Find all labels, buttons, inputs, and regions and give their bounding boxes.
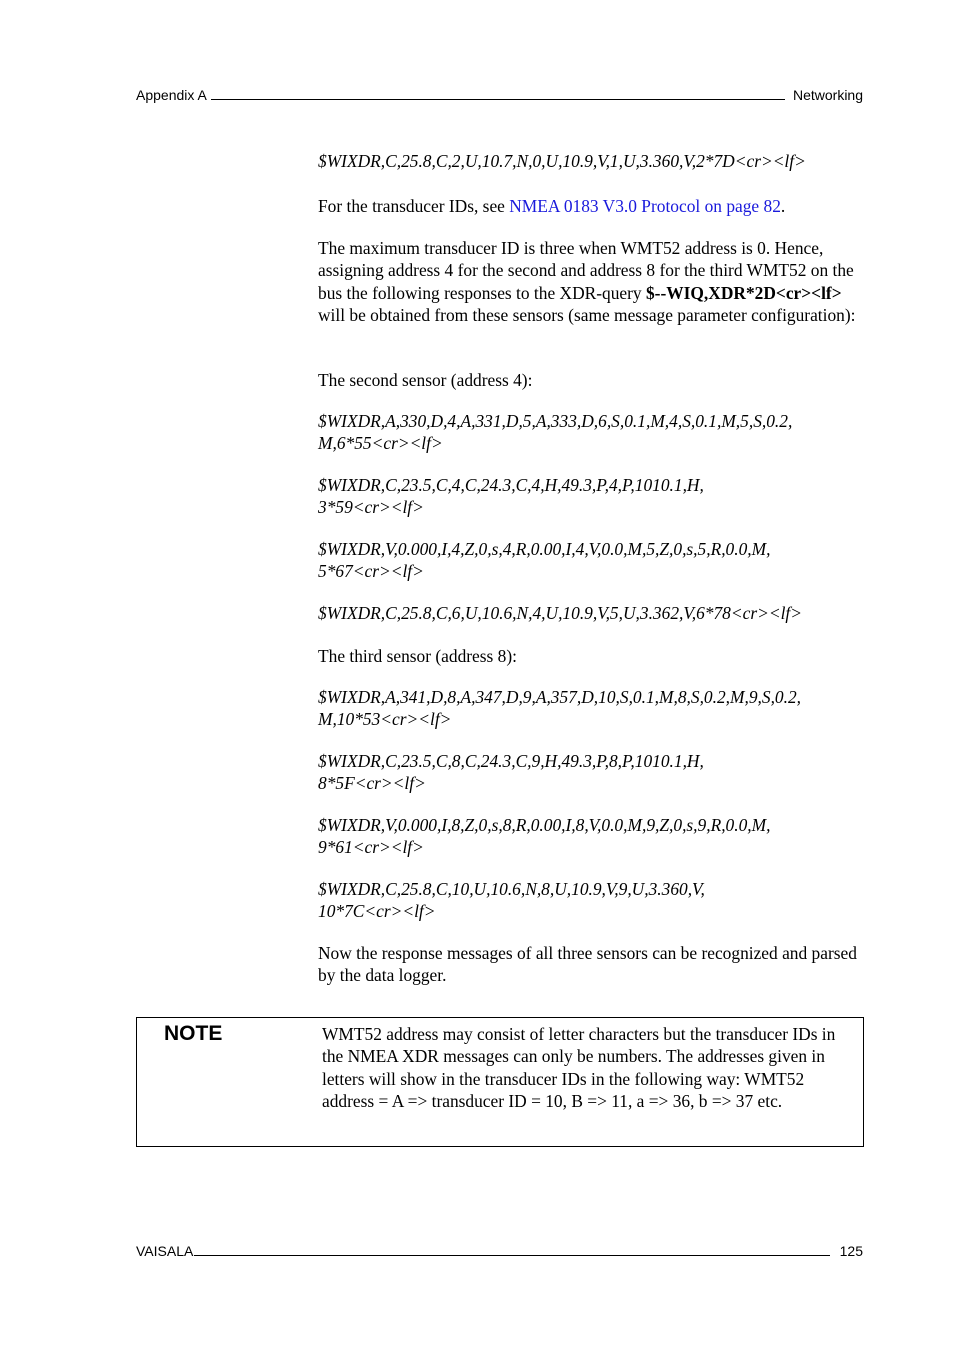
second-sensor-msg-3 (318, 538, 770, 583)
page-header (136, 87, 863, 107)
second-sensor-msg-2 (318, 474, 704, 519)
p2-end: . (780, 196, 786, 216)
conclusion-paragraph: Now the response messages of all three sensors can be recognized and parsed by the data logger. (318, 943, 857, 986)
msg-line: 5*67<cr><lf> (318, 561, 424, 582)
third-sensor-msg-4 (318, 878, 705, 923)
second-sensor-msg-1 (318, 410, 792, 455)
msg-line: 10*7C<cr><lf> (318, 901, 436, 922)
header-chapter: Networking (792, 87, 863, 103)
page-footer (136, 1243, 863, 1263)
footer-company: VAISALA (136, 1243, 194, 1259)
third-sensor-heading: The third sensor (address 8): (318, 646, 517, 666)
footer-rule (194, 1243, 829, 1256)
note-label: NOTE (164, 1022, 223, 1045)
nmea-protocol-link[interactable]: NMEA 0183 V3.0 Protocol on page 82 (509, 196, 781, 216)
msg-line: 9*61<cr><lf> (318, 837, 424, 858)
msg-line: 3*59<cr><lf> (318, 497, 424, 518)
transducer-ids-paragraph (318, 195, 785, 217)
p3-text-a: The maximum transducer ID is three when WMT52 address is 0. Hence, assigning address 4 for the second and address 8 for the third WMT52 on the bus the following responses to the XDR-query (318, 238, 854, 303)
second-sensor-msg-4: $WIXDR,C,25.8,C,6,U,10.6,N,4,U,10.9,V,5,U,3.362,V,6*78<cr><lf> (318, 603, 802, 623)
msg-line: $WIXDR,A,330,D,4,A,331,D,5,A,333,D,6,S,0.1,M,4,S,0.1,M,5,S,0.2, (318, 411, 793, 431)
msg-line: $WIXDR,C,23.5,C,4,C,24.3,C,4,H,49.3,P,4,P,1010.1,H, (318, 475, 704, 495)
third-sensor-msg-2 (318, 750, 704, 795)
header-rule (211, 87, 785, 100)
msg-line: $WIXDR,V,0.000,I,8,Z,0,s,8,R,0.00,I,8,V,0.0,M,9,Z,0,s,9,R,0.0,M, (318, 815, 771, 835)
page-number: 125 (839, 1243, 863, 1259)
note-box (136, 1017, 864, 1147)
header-section: Appendix A (136, 87, 207, 103)
msg-line: M,10*53<cr><lf> (318, 709, 452, 730)
third-sensor-msg-3 (318, 814, 770, 859)
xdr-example-address-0: $WIXDR,C,25.8,C,2,U,10.7,N,0,U,10.9,V,1,U,3.360,V,2*7D<cr><lf> (318, 151, 806, 171)
second-sensor-heading: The second sensor (address 4): (318, 370, 533, 390)
third-sensor-msg-1 (318, 686, 801, 731)
xdr-query-command: $--WIQ,XDR*2D<cr><lf> (645, 282, 842, 303)
msg-line: $WIXDR,C,25.8,C,10,U,10.6,N,8,U,10.9,V,9,U,3.360,V, (318, 879, 705, 899)
msg-line: 8*5F<cr><lf> (318, 773, 426, 794)
note-text: WMT52 address may consist of letter characters but the transducer IDs in the NMEA XDR messages can only be numbers. The addresses given in letters will show in the transducer IDs in the following way: WMT52 address = A => transducer ID = 10, B => 11, a => 36, b => 37 etc. (322, 1024, 836, 1112)
msg-line: M,6*55<cr><lf> (318, 433, 443, 454)
msg-line: $WIXDR,V,0.000,I,4,Z,0,s,4,R,0.00,I,4,V,0.0,M,5,Z,0,s,5,R,0.0,M, (318, 539, 771, 559)
p3-text-b: will be obtained from these sensors (same message parameter configuration): (318, 305, 856, 326)
p2-text: For the transducer IDs, see (318, 196, 510, 216)
max-transducer-paragraph (318, 237, 863, 327)
msg-line: $WIXDR,A,341,D,8,A,347,D,9,A,357,D,10,S,0.1,M,8,S,0.2,M,9,S,0.2, (318, 687, 802, 707)
msg-line: $WIXDR,C,23.5,C,8,C,24.3,C,9,H,49.3,P,8,P,1010.1,H, (318, 751, 704, 771)
